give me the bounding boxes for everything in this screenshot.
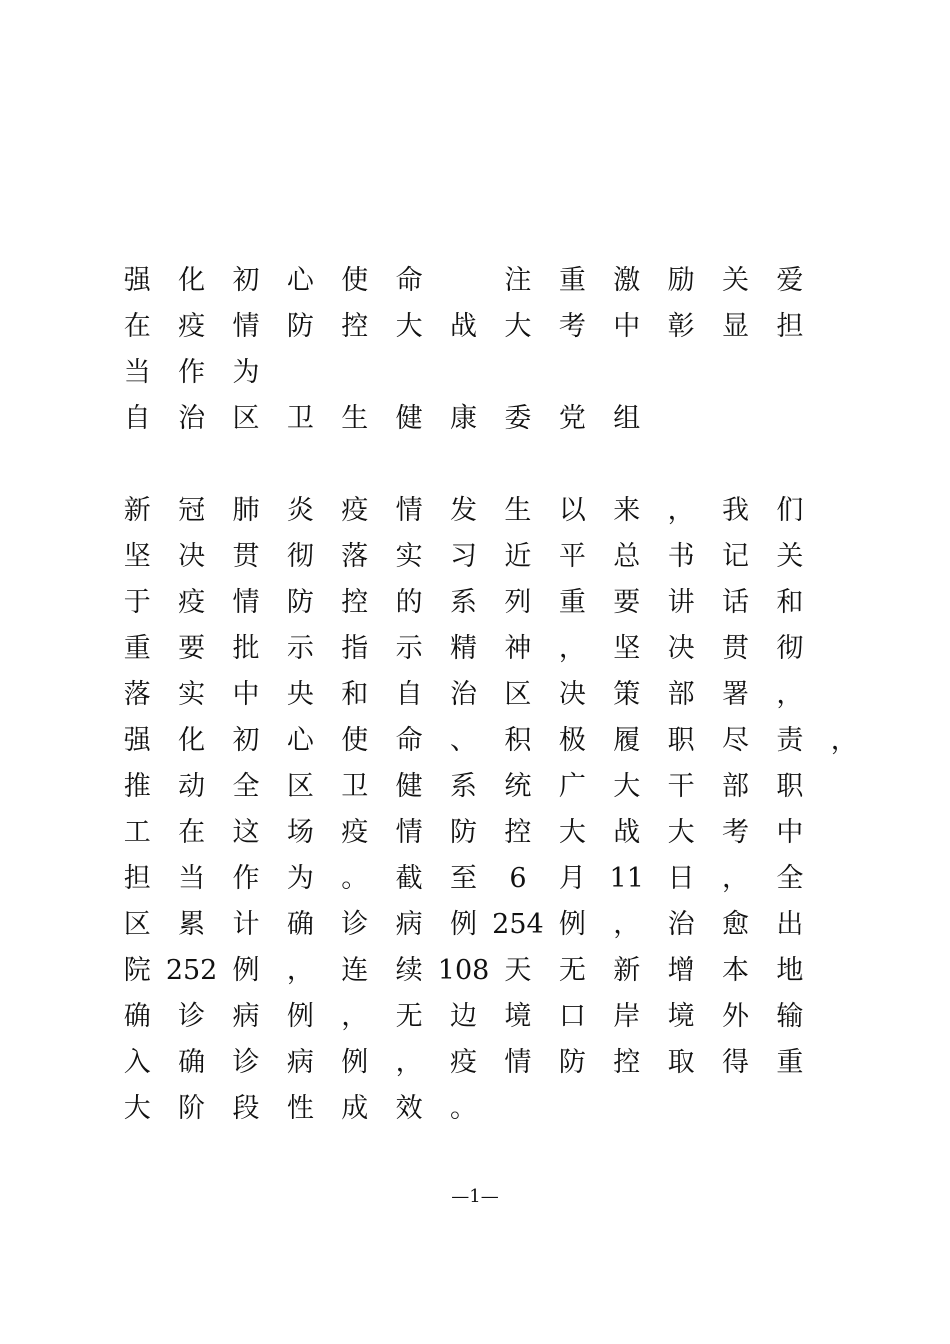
text-line: 工 在 这 场 疫 情 防 控 大 战 大 考 中 [123,817,804,848]
text-line: 在 疫 情 防 控 大 战 大 考 中 彰 显 担 [123,311,804,342]
text-line: 担 当 作 为 。 截 至 6 月 11 日 ， 全 [123,863,804,894]
document-body [110,258,858,1132]
text-line: 入 确 诊 病 例 ， 疫 情 防 控 取 得 重 [123,1047,804,1078]
text-line: 于 疫 情 防 控 的 系 列 重 要 讲 话 和 [123,587,804,618]
text-line: 强 化 初 心 使 命 注 重 激 励 关 爱 [123,265,804,296]
text-line: 推 动 全 区 卫 健 系 统 广 大 干 部 职 [123,771,804,802]
text-line: 新 冠 肺 炎 疫 情 发 生 以 来 ， 我 们 [123,495,804,526]
text-line: 坚 决 贯 彻 落 实 习 近 平 总 书 记 关 [123,541,804,572]
text-line: 当 作 为 [123,357,260,388]
blank-line [110,442,850,488]
text-line: 重 要 批 示 指 示 精 神 ， 坚 决 贯 彻 [123,633,804,664]
text-line: 确 诊 病 例 ， 无 边 境 口 岸 境 外 输 [123,1001,804,1032]
page-number: —1— [451,1186,499,1207]
text-line: 强 化 初 心 使 命 、 积 极 履 职 尽 责 ， [123,725,858,756]
text-line: 区 累 计 确 诊 病 例 254 例 ， 治 愈 出 [123,909,804,940]
text-line: 自 治 区 卫 生 健 康 委 党 组 [123,403,641,434]
text-line: 院 252 例 ， 连 续 108 天 无 新 增 本 地 [123,955,804,986]
text-line: 大 阶 段 性 成 效 。 [123,1093,478,1124]
text-line: 落 实 中 央 和 自 治 区 决 策 部 署 ， [123,679,804,710]
